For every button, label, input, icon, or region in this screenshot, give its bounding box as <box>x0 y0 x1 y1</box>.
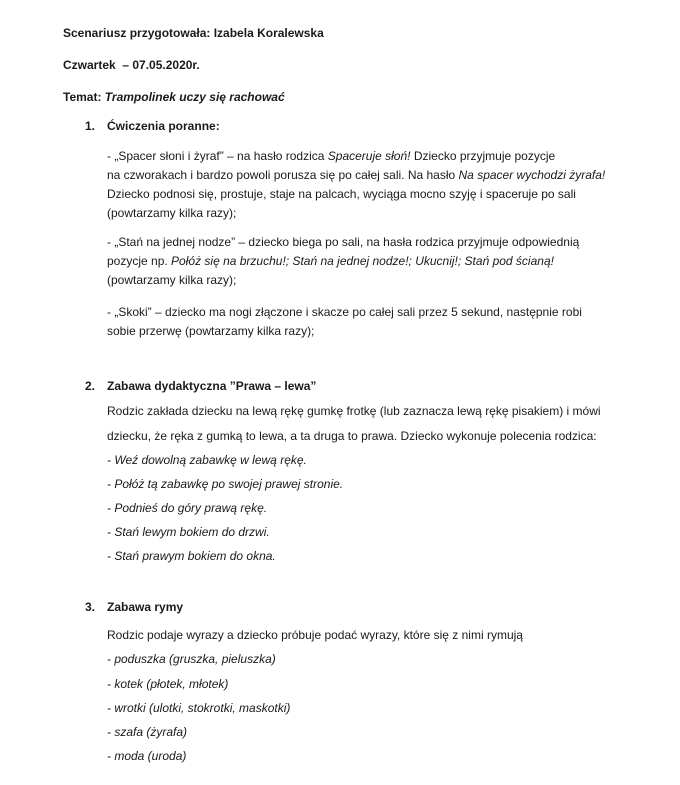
section-1-title: Ćwiczenia poranne: <box>107 119 220 133</box>
section-2-heading <box>85 377 316 396</box>
rhyme-item: - kotek (płotek, młotek) <box>107 677 229 691</box>
exercise-1-line-1 <box>107 147 667 166</box>
section-3-intro: Rodzic podaje wyrazy a dziecko próbuje podać wyrazy, które się z nimi rymują <box>107 628 523 642</box>
topic-line <box>63 88 285 107</box>
section-1-number: 1. <box>85 119 96 133</box>
exercise-2 <box>107 233 667 290</box>
instruction-item: - Połóż tą zabawkę po swojej prawej stronie. <box>107 477 344 491</box>
exercise-2-line-2 <box>107 252 667 271</box>
exercise-1-command-1: Spaceruje słoń! <box>327 149 411 163</box>
author-name: Izabela Koralewska <box>213 26 324 40</box>
section-2-intro-2: dziecku, że ręka z gumką to lewa, a ta druga to prawa. Dziecko wykonuje polecenia rodzica: <box>107 429 597 443</box>
rhyme-item: - szafa (żyrafa) <box>107 725 188 739</box>
section-3-number: 3. <box>85 600 96 614</box>
author-line <box>63 24 324 43</box>
instruction-item: - Podnieś do góry prawą rękę. <box>107 501 268 515</box>
topic-label: Temat: <box>63 90 102 104</box>
instruction-item: - Weź dowolną zabawkę w lewą rękę. <box>107 453 307 467</box>
date-value: – 07.05.2020r. <box>122 58 200 72</box>
instruction-item: - Stań lewym bokiem do drzwi. <box>107 525 270 539</box>
section-2-intro-1: Rodzic zakłada dziecku na lewą rękę gumkę frotkę (lub zaznacza lewą rękę pisakiem) i mówi <box>107 404 601 418</box>
exercise-1-text-a: - „Spacer słoni i żyraf” – na hasło rodzica <box>107 149 328 163</box>
exercise-2-line-3: (powtarzamy kilka razy); <box>107 273 237 287</box>
rhyme-item: - wrotki (ulotki, stokrotki, maskotki) <box>107 701 291 715</box>
exercise-1-line-4: (powtarzamy kilka razy); <box>107 206 237 220</box>
author-label: Scenariusz przygotowała: <box>63 26 211 40</box>
exercise-1-line-2 <box>107 166 667 185</box>
exercise-3-line-2: sobie przerwę (powtarzamy kilka razy); <box>107 324 315 338</box>
exercise-1-line-3: Dziecko podnosi się, prostuje, staje na palcach, wyciąga mocno szyję i spaceruje po sali <box>107 187 576 201</box>
exercise-1-text-b: Dziecko przyjmuje pozycje <box>410 149 556 163</box>
section-1-heading <box>85 117 220 136</box>
section-2-title: Zabawa dydaktyczna ”Prawa – lewa” <box>107 379 317 393</box>
day-label: Czwartek <box>63 58 116 72</box>
exercise-1-text-c: na czworakach i bardzo powoli porusza się po całej sali. Na hasło <box>107 168 459 182</box>
exercise-2-text-b: pozycje np. <box>107 254 172 268</box>
topic-title: Trampolinek uczy się rachować <box>104 90 285 104</box>
section-2-number: 2. <box>85 379 96 393</box>
section-3-heading <box>85 598 183 617</box>
rhyme-item: - poduszka (gruszka, pieluszka) <box>107 652 276 666</box>
instruction-item: - Stań prawym bokiem do okna. <box>107 549 276 563</box>
date-line <box>63 56 200 75</box>
section-3-title: Zabawa rymy <box>107 600 184 614</box>
exercise-3 <box>107 303 667 341</box>
exercise-2-line-1: - „Stań na jednej nodze” – dziecko biega po sali, na hasła rodzica przyjmuje odpowiednią <box>107 235 580 249</box>
exercise-1 <box>107 147 667 223</box>
exercise-2-commands: Połóż się na brzuchu!; Stań na jednej nodze!; Ukucnij!; Stań pod ścianą! <box>171 254 554 268</box>
exercise-3-line-1: - „Skoki” – dziecko ma nogi złączone i skacze po całej sali przez 5 sekund, następnie robi <box>107 305 582 319</box>
exercise-1-command-2: Na spacer wychodzi żyrafa! <box>458 168 606 182</box>
rhyme-item: - moda (uroda) <box>107 749 187 763</box>
